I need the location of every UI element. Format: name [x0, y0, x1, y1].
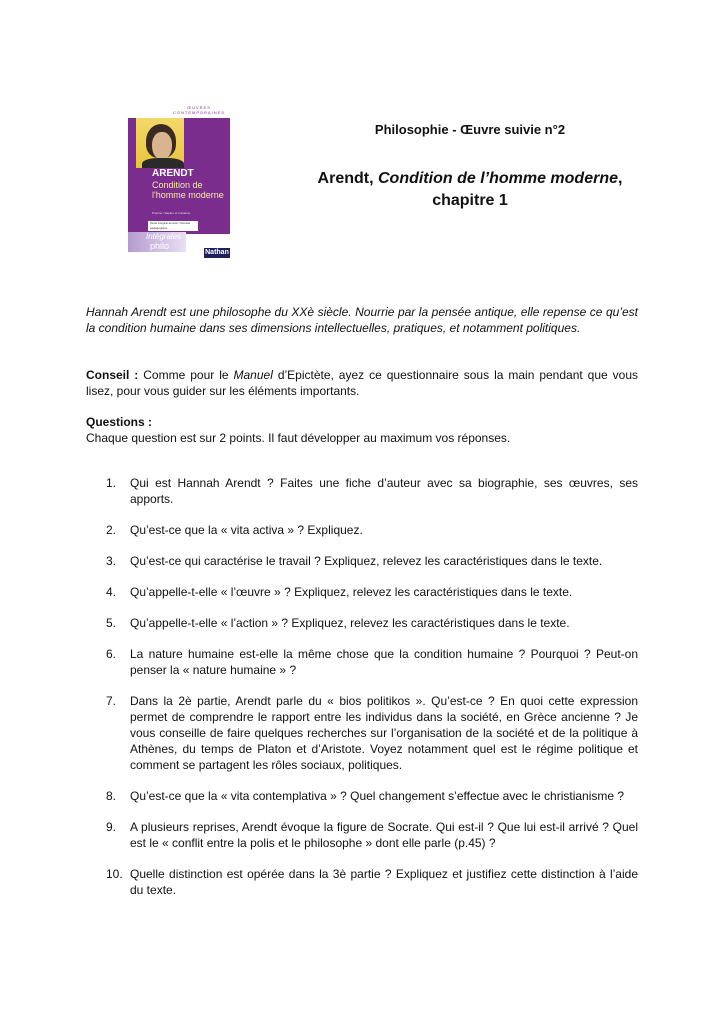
cover-subtitle: Premier chapitre et troisième [152, 211, 191, 215]
list-item [86, 584, 638, 600]
advice-label: Conseil : [86, 368, 139, 382]
list-item [86, 553, 638, 569]
title-comma: , [618, 170, 623, 187]
collection-logo-line2: philo [150, 241, 170, 251]
list-item [86, 866, 638, 898]
question-number: 3. [106, 554, 117, 568]
questions-section [86, 414, 638, 446]
question-text: Qu’est-ce que la « vita contemplativa » ? Quel changement s’effectue avec le christianisme ? [130, 789, 625, 803]
collection-logo [128, 232, 186, 252]
question-number: 6. [106, 647, 117, 661]
list-item [86, 788, 638, 804]
question-text: Dans la 2è partie, Arendt parle du « bios politikos ». Qu’est-ce ? En quoi cette expression permet de comprendre le rapport entre les individus dans la société, en Grèce ancienne ? Je vous conseille de faire quelques recherches sur l’organisation de la société et de la politique à Athènes, du temps de Platon et d’Aristote. Voyez notamment quel est le régime politique et comment se partagent les rôles sociaux, politiques. [130, 694, 638, 772]
question-number: 8. [106, 789, 117, 803]
list-item [86, 819, 638, 851]
questions-heading: Questions : [86, 415, 153, 429]
question-text: Qu’appelle-t-elle « l’action » ? Expliquez, relevez les caractéristiques dans le texte. [130, 616, 570, 630]
question-number: 2. [106, 523, 117, 537]
question-text: Qu’appelle-t-elle « l’œuvre » ? Expliquez, relevez les caractéristiques dans le texte. [130, 585, 573, 599]
page-title [300, 168, 640, 212]
intro-paragraph: Hannah Arendt est une philosophe du XXè siècle. Nourrie par la pensée antique, elle repense ce qu’est la condition humaine dans ses dimensions intellectuelles, pratiques, et notamment politiques. [86, 305, 638, 335]
list-item [86, 475, 638, 507]
question-number: 9. [106, 820, 117, 834]
questions-instruction: Chaque question est sur 2 points. Il faut développer au maximum vos réponses. [86, 431, 511, 445]
question-text: Quelle distinction est opérée dans la 3è partie ? Expliquez et justifiez cette distinction à l’aide du texte. [130, 867, 638, 897]
question-text: La nature humaine est-elle la même chose que la condition humaine ? Pourquoi ? Peut-on penser la « nature humaine » ? [130, 647, 638, 677]
cover-tag: Texte intégral annoté / Dossier pédagogique [148, 221, 198, 231]
advice-text-after: d’Epictète, ayez ce questionnaire sous la main pendant que vous lisez, pour vous guider sur les éléments importants. [86, 368, 638, 398]
question-text: Qu’est-ce qui caractérise le travail ? Expliquez, relevez les caractéristiques dans le texte. [130, 554, 603, 568]
cover-author: ARENDT [152, 168, 194, 179]
cover-top-band [128, 104, 230, 119]
question-text: Qu’est-ce que la « vita activa » ? Expliquez. [130, 523, 363, 537]
questions-list [86, 475, 638, 898]
advice-manuel: Manuel [233, 368, 273, 382]
title-work: Condition de l’homme moderne [377, 170, 618, 187]
question-text: Qui est Hannah Arendt ? Faites une fiche d’auteur avec sa biographie, ses œuvres, ses apports. [130, 476, 638, 506]
book-cover-image [128, 104, 230, 258]
cover-series-label: ŒUVRES CONTEMPORAINES [172, 105, 225, 115]
question-number: 10. [106, 867, 123, 881]
question-number: 1. [106, 476, 117, 490]
question-number: 5. [106, 616, 117, 630]
collection-logo-line1: Intégrales [146, 232, 182, 241]
question-number: 4. [106, 585, 117, 599]
question-number: 7. [106, 694, 117, 708]
list-item [86, 693, 638, 773]
advice-text-before: Comme pour le [138, 368, 234, 382]
course-subject: Philosophie - Œuvre suivie n°2 [374, 122, 566, 137]
cover-title: Condition de l'homme moderne [152, 180, 224, 200]
author-portrait [136, 118, 184, 168]
list-item [86, 522, 638, 538]
list-item [86, 615, 638, 631]
publisher-logo: Nathan [205, 249, 229, 256]
title-chapter: chapitre 1 [432, 192, 508, 209]
list-item [86, 646, 638, 678]
question-text: A plusieurs reprises, Arendt évoque la figure de Socrate. Qui est-il ? Que lui est-il arrivé ? Quel est le « conflit entre la polis et le philosophe » dont elle parle (p.45) ? [130, 820, 638, 850]
advice-paragraph [86, 367, 638, 399]
title-author: Arendt, [317, 170, 378, 187]
